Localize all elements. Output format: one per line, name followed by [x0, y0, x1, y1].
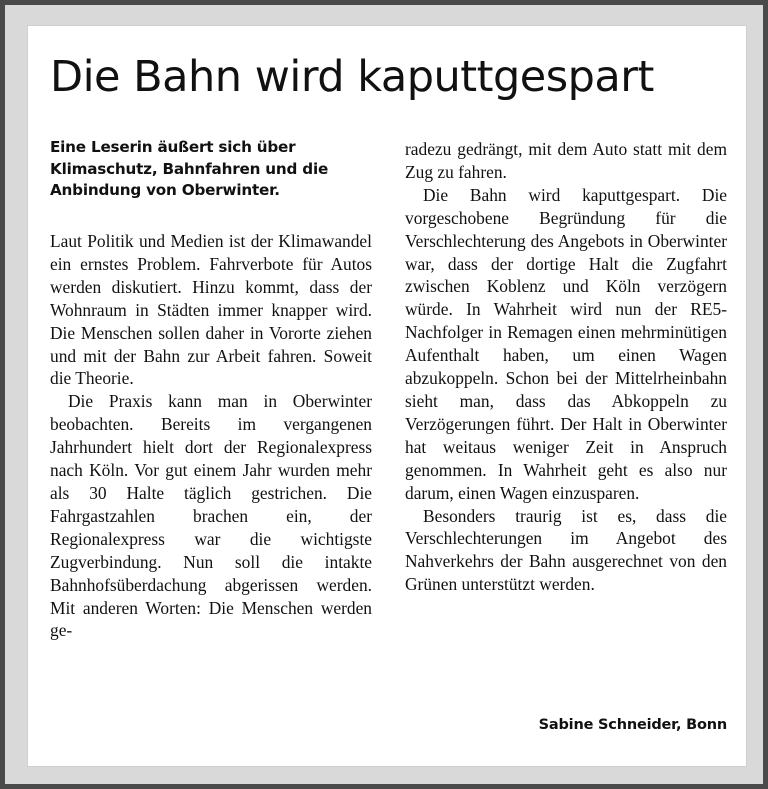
article-signature: Sabine Schneider, Bonn [538, 717, 727, 733]
article-column-right [405, 138, 727, 596]
article-paragraph-4: Besonders traurig ist es, dass die Verschlechterungen im Angebot des Nahverkehrs der Bahn ausgerechnet von den Grünen unterstützt werden. [405, 505, 727, 595]
article-paragraph-3: Die Bahn wird kaputtgespart. Die vorgeschobene Begründung für die Verschlechterung des Angebots in Oberwinter war, dass der dortige Halt die Zugfahrt zwischen Koblenz und Köln verzögern würde. In Wahrheit wird nun der RE5-Nachfolger in Remagen einen mehrminütigen Aufenthalt haben, um einen Wagen abzukoppeln. Schon bei der Mittelrheinbahn sieht man, dass das Abkoppeln zu Verzögerungen führt. Der Halt in Oberwinter hat weitaus weniger Zeit in Anspruch genommen. In Wahrheit geht es also nur darum, einen Wagen einzusparen. [405, 184, 727, 503]
article-column-left [50, 230, 372, 642]
article-paragraph-1: Laut Politik und Medien ist der Klimawandel ein ernstes Problem. Fahrverbote für Autos werden diskutiert. Hinzu kommt, dass der Wohnraum in Städten immer knapper wird. Die Menschen sollen daher in Vororte ziehen und mit der Bahn zur Arbeit fahren. Soweit die Theorie. [50, 231, 372, 389]
article-headline: Die Bahn wird kaputtgespart [50, 52, 654, 102]
article-paragraph-2: Die Praxis kann man in Oberwinter beobachten. Bereits im vergangenen Jahrhundert hielt dort der Regionalexpress nach Köln. Vor gut einem Jahr wurden mehr als 30 Halte täglich gestrichen. Die Fahrgastzahlen brachen ein, der Regionalexpress war die wichtigste Zugverbindung. Nun soll die intakte Bahnhofsüberdachung abgerissen werden. Mit anderen Worten: Die Menschen werden ge- [50, 391, 372, 641]
article-lede: Eine Leserin äußert sich über Klimaschutz, Bahnfahren und die Anbindung von Oberwinter. [50, 138, 329, 199]
article-paragraph-2-continued: radezu gedrängt, mit dem Auto statt mit dem Zug zu fahren. [405, 139, 727, 182]
